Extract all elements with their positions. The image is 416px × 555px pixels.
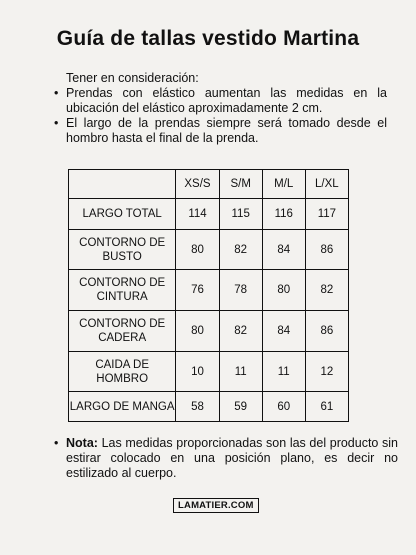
size-table: [68, 169, 349, 422]
table-row: [69, 392, 349, 422]
header-m-l: M/L: [262, 170, 305, 199]
note-paragraph: [52, 436, 398, 481]
table-row: [69, 311, 349, 352]
table-cell: 82: [219, 230, 262, 270]
row-label: LARGO TOTAL: [69, 199, 176, 230]
header-s-m: S/M: [219, 170, 262, 199]
table-cell: 117: [305, 199, 348, 230]
consideration-list: [52, 86, 387, 146]
note-text: Las medidas proporcionadas son las del producto sin estirar colocado en una posición plano, es decir no estilizado al cuerpo.: [66, 436, 398, 480]
table-cell: 115: [219, 199, 262, 230]
row-label: CONTORNO DE CADERA: [69, 311, 176, 352]
table-cell: 86: [305, 230, 348, 270]
table-cell: 84: [262, 230, 305, 270]
table-cell: 60: [262, 392, 305, 422]
table-cell: 80: [176, 230, 219, 270]
table-cell: 86: [305, 311, 348, 352]
table-header-row: [69, 170, 349, 199]
table-cell: 11: [219, 352, 262, 392]
table-cell: 10: [176, 352, 219, 392]
row-label: CONTORNO DE BUSTO: [69, 230, 176, 270]
table-cell: 80: [262, 270, 305, 311]
consideration-heading: Tener en consideración:: [66, 71, 199, 85]
table-cell: 78: [219, 270, 262, 311]
table-cell: 82: [305, 270, 348, 311]
table-cell: 12: [305, 352, 348, 392]
table-cell: 58: [176, 392, 219, 422]
table-cell: 76: [176, 270, 219, 311]
table-cell: 80: [176, 311, 219, 352]
note-label: Nota:: [66, 436, 98, 450]
table-cell: 11: [262, 352, 305, 392]
page-title: Guía de tallas vestido Martina: [56, 27, 360, 50]
header-l-xl: L/XL: [305, 170, 348, 199]
table-cell: 61: [305, 392, 348, 422]
consideration-item-elastic: • Prendas con elástico aumentan las medidas en la ubicación del elástico aproximadamente 2 cm.: [52, 86, 387, 116]
table-row: [69, 199, 349, 230]
table-cell: 116: [262, 199, 305, 230]
table-row: [69, 352, 349, 392]
header-empty: [69, 170, 176, 199]
row-label: CONTORNO DE CINTURA: [69, 270, 176, 311]
brand-logo: LAMATIER.COM: [173, 498, 259, 513]
table-row: [69, 230, 349, 270]
table-row: [69, 270, 349, 311]
row-label: CAIDA DE HOMBRO: [69, 352, 176, 392]
table-cell: 84: [262, 311, 305, 352]
consideration-item-length: • El largo de la prendas siempre será tomado desde el hombro hasta el final de la prenda.: [52, 116, 387, 146]
table-cell: 59: [219, 392, 262, 422]
table-cell: 114: [176, 199, 219, 230]
header-xs-s: XS/S: [176, 170, 219, 199]
table-cell: 82: [219, 311, 262, 352]
row-label: LARGO DE MANGA: [69, 392, 176, 422]
